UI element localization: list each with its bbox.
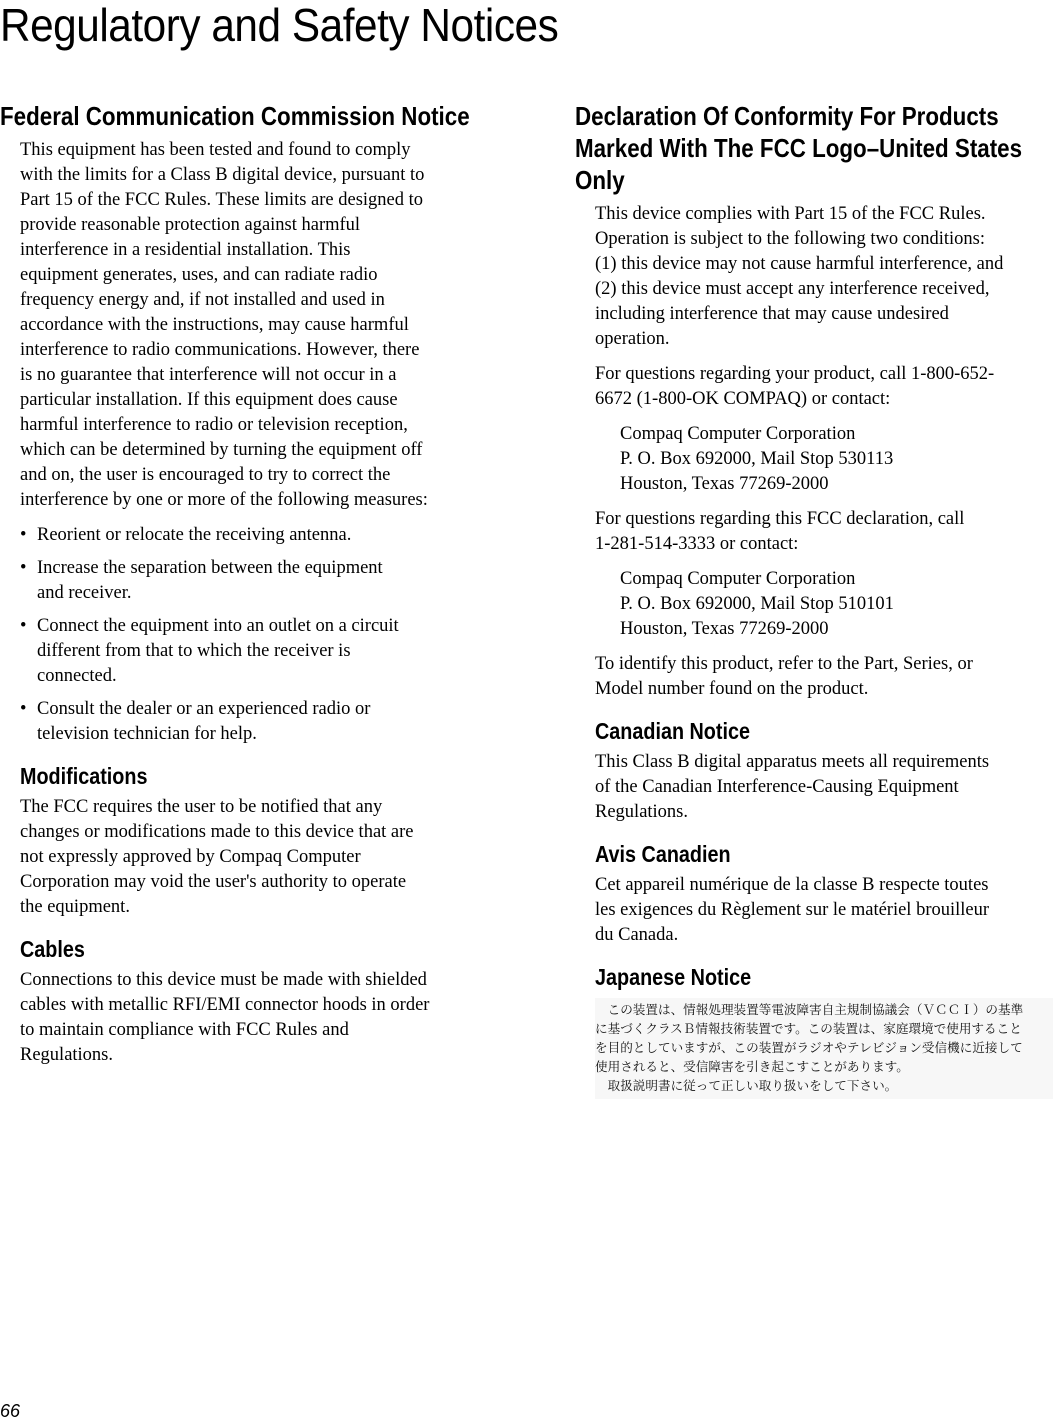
product-questions-text: For questions regarding your product, call 1-800-652- 6672 (1-800-OK COMPAQ) or contact: bbox=[595, 364, 995, 409]
modifications-body: The FCC requires the user to be notified that any changes or modifications made to this device that are not expressly approved by Compaq Computer Corporation may void the user's authority to operate the equipment. bbox=[20, 797, 414, 917]
page-number: 66 bbox=[0, 1401, 21, 1421]
list-item bbox=[20, 697, 490, 747]
list-item bbox=[20, 523, 490, 548]
japanese-notice-heading: Japanese Notice bbox=[595, 964, 752, 990]
fcc-notice-heading: Federal Communication Commission Notice bbox=[0, 101, 470, 131]
measures-list bbox=[20, 523, 490, 747]
modifications-heading: Modifications bbox=[20, 763, 148, 789]
list-item bbox=[20, 556, 490, 606]
fcc-contact-address: Compaq Computer Corporation P. O. Box 692000, Mail Stop 510101 Houston, Texas 77269-2000 bbox=[620, 569, 894, 639]
bullet-icon: • bbox=[20, 616, 27, 636]
cables-heading: Cables bbox=[20, 936, 85, 962]
list-item-text: Reorient or relocate the receiving antenna. bbox=[37, 525, 352, 545]
identify-product-text: To identify this product, refer to the Part, Series, or Model number found on the product. bbox=[595, 654, 973, 699]
fcc-notice-body: This equipment has been tested and found to comply with the limits for a Class B digital device, pursuant to Part 15 of the FCC Rules. These limits are designed to provide reasonable protection against harmful interference in a residential installation. This equipment generates, uses, and can radiate radio frequency energy and, if not installed and used in accordance with the instructions, may cause harmful interference to radio communications. However, there is no guarantee that interference will not occur in a particular installation. If this equipment does cause harmful interference to radio or television reception, which can be determined by turning the equipment off and on, the user is encouraged to try to correct the interference by one or more of the following measures: bbox=[20, 140, 428, 510]
cables-body: Connections to this device must be made with shielded cables with metallic RFI/EMI connector hoods in order to maintain compliance with FCC Rules and Regulations. bbox=[20, 970, 430, 1065]
right-column bbox=[575, 100, 1056, 1099]
left-column bbox=[0, 100, 490, 1078]
list-item-text: Connect the equipment into an outlet on a circuit different from that to which the receiver is connected. bbox=[37, 616, 399, 686]
bullet-icon: • bbox=[20, 525, 27, 545]
bullet-icon: • bbox=[20, 558, 27, 578]
list-item-text: Increase the separation between the equipment and receiver. bbox=[37, 558, 383, 603]
avis-canadien-body: Cet appareil numérique de la classe B respecte toutes les exigences du Règlement sur le matériel brouilleur du Canada. bbox=[595, 875, 990, 945]
list-item bbox=[20, 614, 490, 689]
japanese-notice-line: を目的としていますが、この装置がラジオやテレビジョン受信機に近接して bbox=[595, 1040, 1023, 1055]
avis-canadien-heading: Avis Canadien bbox=[595, 841, 731, 867]
fcc-questions-text: For questions regarding this FCC declaration, call 1-281-514-3333 or contact: bbox=[595, 509, 965, 554]
product-contact-address: Compaq Computer Corporation P. O. Box 692000, Mail Stop 530113 Houston, Texas 77269-2000 bbox=[620, 424, 894, 494]
declaration-body: This device complies with Part 15 of the FCC Rules. Operation is subject to the following two conditions: (1) this device may not cause harmful interference, and (2) this device must accept any interference received, including interference that may cause undesired operation. bbox=[595, 204, 1004, 349]
japanese-notice-image bbox=[595, 998, 1053, 1099]
page-title: Regulatory and Safety Notices bbox=[0, 0, 559, 51]
list-item-text: Consult the dealer or an experienced radio or television technician for help. bbox=[37, 699, 371, 744]
canadian-notice-body: This Class B digital apparatus meets all requirements of the Canadian Interference-Causing Equipment Regulations. bbox=[595, 752, 990, 822]
japanese-notice-line: 取扱説明書に従って正しい取り扱いをして下さい。 bbox=[595, 1078, 898, 1093]
bullet-icon: • bbox=[20, 699, 27, 719]
canadian-notice-heading: Canadian Notice bbox=[595, 718, 750, 744]
declaration-heading: Declaration Of Conformity For Products Marked With The FCC Logo–United States Only bbox=[575, 101, 1023, 195]
japanese-notice-line: に基づくクラスＢ情報技術装置です。この装置は、家庭環境で使用すること bbox=[595, 1021, 1022, 1036]
japanese-notice-line: この装置は、情報処理装置等電波障害自主規制協議会（ＶＣＣＩ）の基準 bbox=[595, 1002, 1024, 1017]
japanese-notice-line: 使用されると、受信障害を引き起こすことがあります。 bbox=[595, 1059, 909, 1074]
